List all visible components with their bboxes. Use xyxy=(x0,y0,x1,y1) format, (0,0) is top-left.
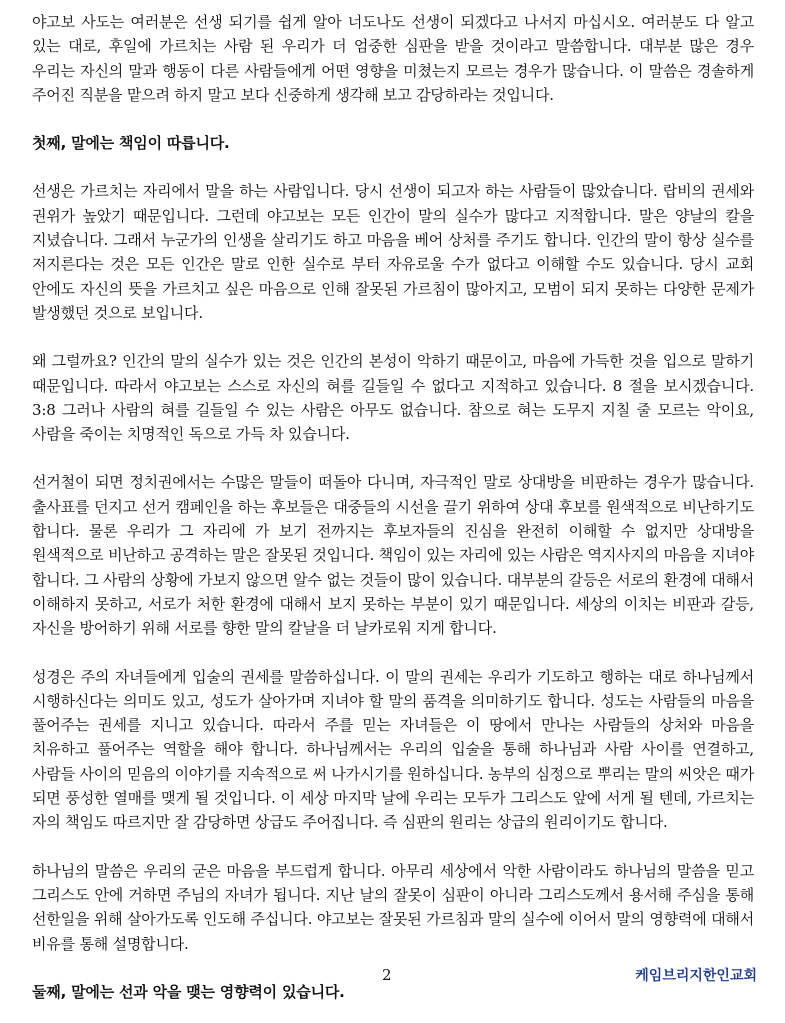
section-heading-first: 첫째, 말에는 책임이 따릅니다. xyxy=(32,134,230,153)
paragraph-intro: 야고보 사도는 여러분은 선생 되기를 쉽게 알아 너도나도 선생이 되겠다고 나서지 마십시오. 여러분도 다 알고 있는 대로, 후일에 가르치는 사람 된 우리가 더 엄중한 심판을 받을 것이라고 말씀합니다. 대부분 많은 경우 우리는 자신의 말과 행동이 다른 사람들에게 어떤 영향을 미쳤는지 모르는 경우가 많습니다. 이 말씀은 경솔하게 주어진 직분을 맡으려 하지 말고 보다 신중하게 생각해 보고 감당하라는 것입니다. xyxy=(32,13,754,104)
church-name: 케임브리지한인교회 xyxy=(635,968,757,984)
spacer xyxy=(32,107,754,131)
document-body xyxy=(32,10,754,1004)
spacer xyxy=(32,446,754,470)
spacer xyxy=(32,155,754,179)
paragraph-word-of-god: 하나님의 말씀은 우리의 굳은 마음을 부드럽게 합니다. 아무리 세상에서 악한 사람이라도 하나님의 말씀을 믿고 그리스도 안에 거하면 주님의 자녀가 됩니다. 지난 날의 잘못이 심판이 아니라 그리스도께서 용서해 주심을 통해 선한일을 위해 살아가도록 인도해 주십니다. 야고보는 잘못된 가르침과 말의 실수에 이어서 말의 영향력에 대해서 비유를 통해 설명합니다. xyxy=(32,861,754,953)
paragraph-election: 선거철이 되면 정치권에서는 수많은 말들이 떠돌아 다니며, 자극적인 말로 상대방을 비판하는 경우가 많습니다. 출사표를 던지고 선거 캠페인을 하는 후보들은 대중들의 시선을 끌기 위하여 상대 후보를 원색적으로 비난하기도 합니다. 물론 우리가 그 자리에 가 보기 전까지는 후보자들의 진심을 완전히 이해할 수 없지만 상대방을 원색적으로 비난하고 공격하는 말은 잘못된 것입니다. 책임이 있는 자리에 있는 사람은 역지사지의 마음을 지녀야 합니다. 그 사람의 상황에 가보지 않으면 알수 없는 것들이 많이 있습니다. 대부분의 갈등은 서로의 환경에 대해서 이해하지 못하고, 서로가 처한 환경에 대해서 보지 못하는 부분이 있기 때문입니다. 세상의 이치는 비판과 갈등, 자신을 방어하기 위해 서로를 향한 말의 칼날을 더 날카로워 지게 합니다. xyxy=(32,473,754,638)
paragraph-scripture: 성경은 주의 자녀들에게 입술의 권세를 말씀하십니다. 이 말의 권세는 우리가 기도하고 행하는 대로 하나님께서 시행하신다는 의미도 있고, 성도가 살아가며 지녀야 할 말의 품격을 의미하기도 합니다. 성도는 사람들의 마음을 풀어주는 권세를 지니고 있습니다. 따라서 주를 믿는 자녀들은 이 땅에서 만나는 사람들의 상처와 마음을 치유하고 풀어주는 역할을 해야 합니다. 하나님께서는 우리의 입술을 통해 하나님과 사람 사이를 연결하고, 사람들 사이의 믿음의 이야기를 지속적으로 써 나가시기를 원하십니다. 농부의 심정으로 뿌리는 말의 씨앗은 때가 되면 풍성한 열매를 맺게 될 것입니다. 이 세상 마지막 날에 우리는 모두가 그리스도 앞에 서게 될 텐데, 가르치는 자의 책임도 따르지만 잘 감당하면 상급도 주어집니다. 즉 심판의 원리는 상급의 원리이기도 합니다. xyxy=(32,667,754,832)
spacer xyxy=(32,325,754,349)
paragraph-why: 왜 그럴까요? 인간의 말의 실수가 있는 것은 인간의 본성이 악하기 때문이고, 마음에 가득한 것을 입으로 말하기 때문입니다. 따라서 야고보는 스스로 자신의 혀를 길들일 수 없다고 지적하고 있습니다. 8 절을 보시겠습니다. 3:8 그러나 사람의 혀를 길들일 수 있는 사람은 아무도 없습니다. 참으로 혀는 도무지 지칠 줄 모르는 악이요, 사람을 죽이는 치명적인 독으로 가득 차 있습니다. xyxy=(32,352,754,444)
paragraph-teacher: 선생은 가르치는 자리에서 말을 하는 사람입니다. 당시 선생이 되고자 하는 사람들이 많았습니다. 랍비의 권세와 권위가 높았기 때문입니다. 그런데 야고보는 모든 인간이 말의 실수가 많다고 지적합니다. 말은 양날의 칼을 지녔습니다. 그래서 누군가의 인생을 살리기도 하고 마음을 베어 상처를 주기도 합니다. 인간의 말이 항상 실수를 저지른다는 것은 모든 인간은 말로 인한 실수로 부터 자유로울 수가 없다고 이해할 수도 있습니다. 당시 교회 안에도 자신의 뜻을 가르치고 싶은 마음으로 인해 잘못된 가르침이 많아지고, 모범이 되지 못하는 다양한 문제가 발생했던 것으로 보입니다. xyxy=(32,182,754,322)
section-heading-second: 둘째, 말에는 선과 악을 맺는 영향력이 있습니다. xyxy=(32,982,345,1001)
spacer xyxy=(32,835,754,859)
spacer xyxy=(32,641,754,665)
page-number: 2 xyxy=(382,966,392,984)
